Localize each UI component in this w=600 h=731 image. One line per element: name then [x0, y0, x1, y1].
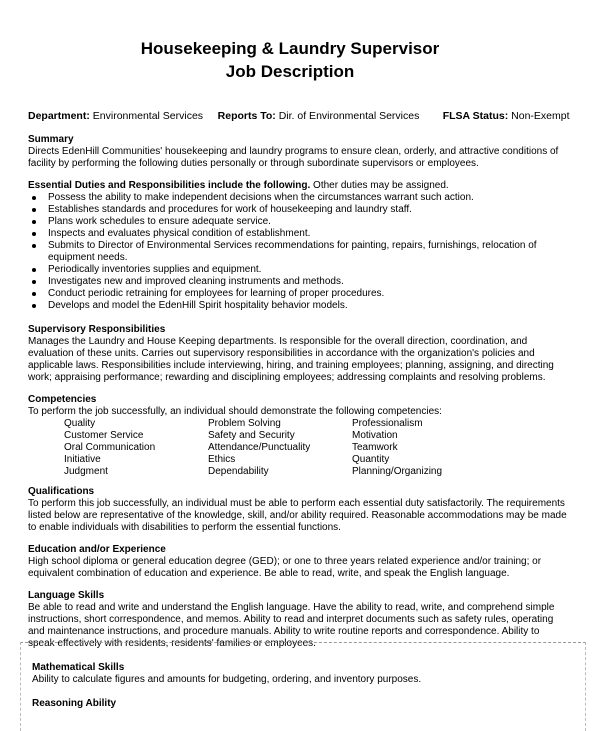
competency-item: Ethics — [208, 454, 236, 465]
list-item: Establishes standards and procedures for work of housekeeping and laundry staff. — [28, 204, 568, 216]
department-label: Department: — [28, 110, 90, 122]
department-value: Environmental Services — [92, 110, 204, 122]
math-heading: Mathematical Skills — [32, 662, 125, 673]
duties-heading: Essential Duties and Responsibilities include the following. — [28, 180, 311, 191]
job-meta-line — [28, 110, 570, 122]
competency-item: Motivation — [352, 430, 398, 441]
reasoning-section — [32, 698, 116, 710]
list-item: Plans work schedules to ensure adequate service. — [28, 216, 568, 228]
qualifications-section — [28, 486, 568, 534]
math-text: Ability to calculate figures and amounts for budgeting, ordering, and inventory purposes. — [32, 674, 422, 685]
summary-section — [28, 134, 568, 170]
list-item: Develops and model the EdenHill Spirit hospitality behavior models. — [28, 300, 568, 312]
competency-item: Quantity — [352, 454, 390, 465]
competencies-column-2 — [208, 418, 310, 478]
page-break-border — [20, 642, 586, 731]
reports-to-label: Reports To: — [217, 110, 276, 122]
education-text: High school diploma or general education degree (GED); or one to three years related experience and/or training; or equivalent combination of education and experience. Be able to read, write, and speak the English language. — [28, 556, 542, 579]
competency-item: Quality — [64, 418, 96, 429]
competencies-heading: Competencies — [28, 394, 97, 405]
qualifications-heading: Qualifications — [28, 486, 95, 497]
competency-item: Teamwork — [352, 442, 398, 453]
language-heading: Language Skills — [28, 590, 105, 601]
competencies-section — [28, 394, 568, 478]
competency-item: Oral Communication — [64, 442, 156, 453]
competency-item: Attendance/Punctuality — [208, 442, 311, 453]
document-subtitle: Job Description — [225, 62, 355, 81]
education-heading: Education and/or Experience — [28, 544, 166, 555]
supervisory-heading: Supervisory Responsibilities — [28, 324, 166, 335]
reasoning-heading: Reasoning Ability — [32, 698, 117, 709]
competencies-column-3 — [352, 418, 442, 478]
list-item: Investigates new and improved cleaning instruments and methods. — [28, 276, 568, 288]
competency-item: Problem Solving — [208, 418, 281, 429]
supervisory-section — [28, 324, 568, 384]
list-item: Inspects and evaluates physical condition of establishment. — [28, 228, 568, 240]
summary-text: Directs EdenHill Communities' housekeeping and laundry programs to ensure clean, orderly, and attractive conditions of facility by performing the following duties personally or through subordinate supervisors or employees. — [28, 146, 559, 169]
summary-heading: Summary — [28, 134, 74, 145]
competency-item: Professionalism — [352, 418, 423, 429]
competency-item: Customer Service — [64, 430, 144, 441]
competency-item: Initiative — [64, 454, 101, 465]
competency-item: Safety and Security — [208, 430, 295, 441]
document-title: Housekeeping & Laundry Supervisor — [140, 39, 440, 58]
list-item: Conduct periodic retraining for employees for learning of proper procedures. — [28, 288, 568, 300]
competency-item: Planning/Organizing — [352, 466, 443, 477]
language-text: Be able to read and write and understand the English language. Have the ability to read, write, and comprehend simple instructions, short correspondence, and memos. Ability to read and interpret documents such as safety rules, operating and maintenance instructions, and procedure manuals. Ability to write routine reports and correspondence. Ability to speak effectively with residents, residents' families or employees. — [28, 602, 555, 649]
duties-section — [28, 180, 568, 312]
list-item: Possess the ability to make independent decisions when the circumstances warrant such action. — [28, 192, 568, 204]
math-section — [32, 662, 421, 686]
duties-heading-note: Other duties may be assigned. — [313, 180, 449, 191]
list-item: Submits to Director of Environmental Services recommendations for painting, repairs, furnishings, relocation of equipment needs. — [28, 240, 568, 264]
duties-heading-line — [28, 180, 568, 192]
reports-to-value: Dir. of Environmental Services — [278, 110, 420, 122]
competencies-intro: To perform the job successfully, an individual should demonstrate the following competencies: — [28, 406, 442, 417]
flsa-status-value: Non-Exempt — [511, 110, 570, 122]
flsa-status-label: FLSA Status: — [442, 110, 509, 122]
supervisory-text: Manages the Laundry and House Keeping departments. Is responsible for the overall direction, coordination, and evaluation of these units. Carries out supervisory responsibilities in accordance with the organization's policies and applicable laws. Responsibilities include interviewing, hiring, and training employees; planning, assigning, and directing work; appraising performance; rewarding and disciplining employees; addressing complaints and resolving problems. — [28, 336, 554, 383]
duties-list — [28, 192, 568, 312]
competency-item: Judgment — [64, 466, 108, 477]
competency-item: Dependability — [208, 466, 269, 477]
education-section — [28, 544, 568, 580]
competencies-grid — [28, 418, 568, 478]
language-section — [28, 590, 568, 650]
list-item: Periodically inventories supplies and equipment. — [28, 264, 568, 276]
competencies-column-1 — [64, 418, 155, 478]
qualifications-text: To perform this job successfully, an individual must be able to perform each essential duty satisfactorily. The requirements listed below are representative of the knowledge, skill, and/or ability required. Reasonable accommodations may be made to enable individuals with disabilities to perform the essential functions. — [28, 498, 567, 533]
